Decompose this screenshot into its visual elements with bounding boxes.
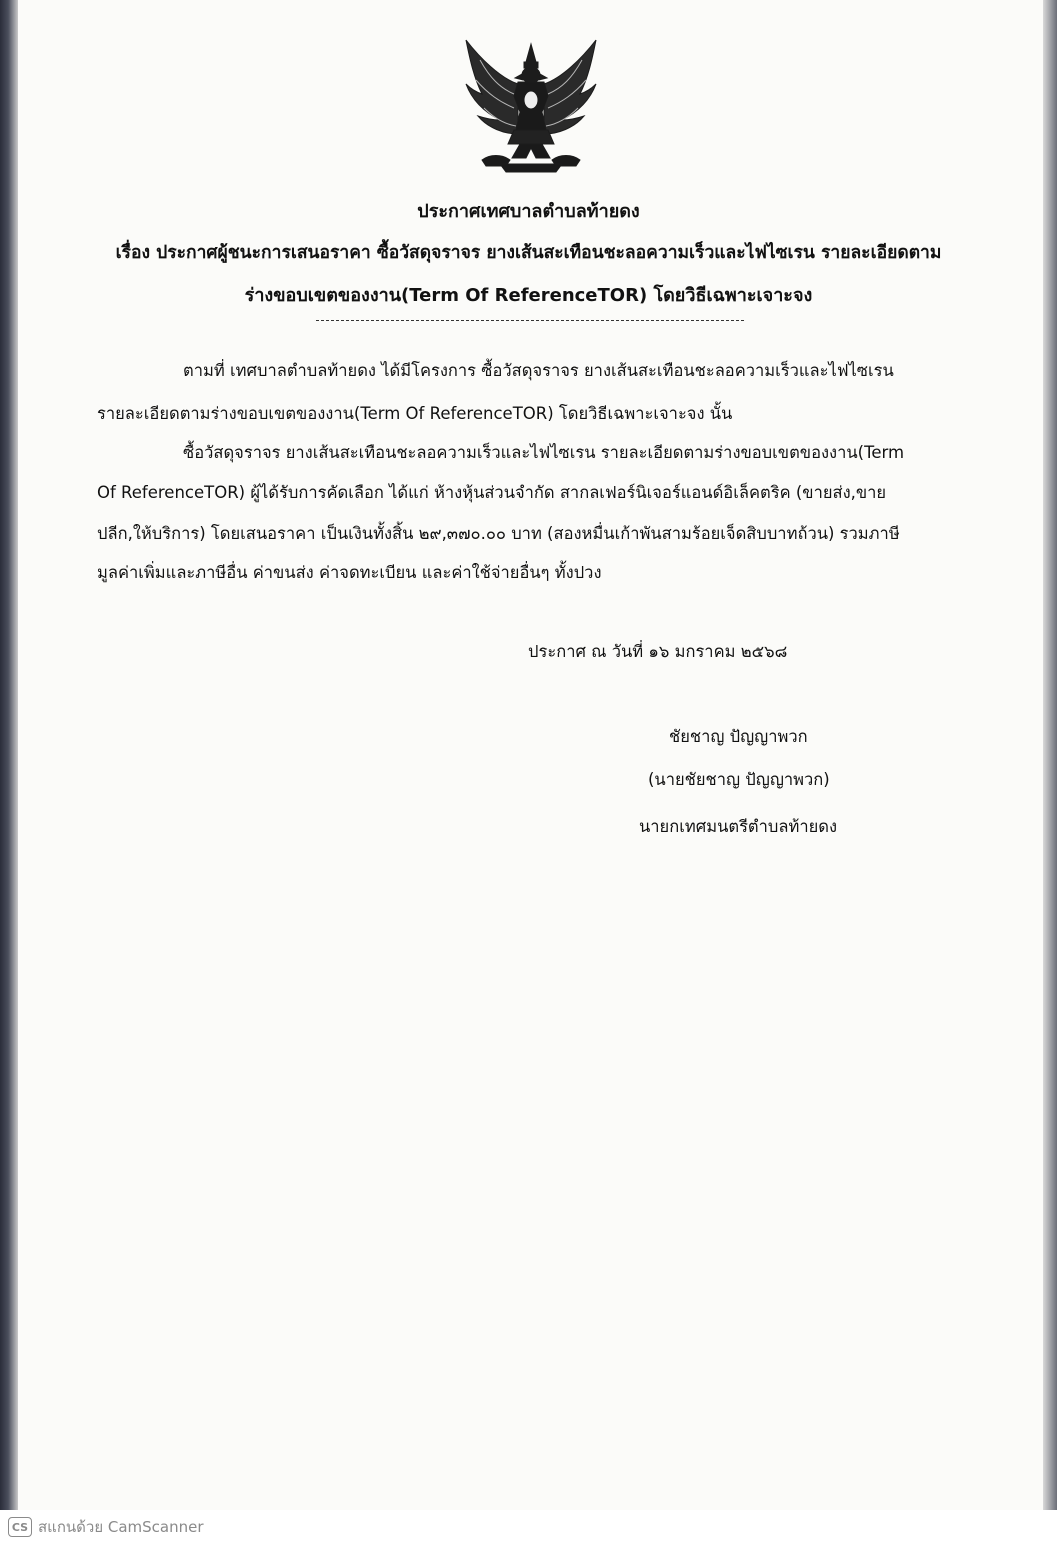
paragraph1-line-2: รายละเอียดตามร่างขอบเขตของงาน(Term Of ReferenceTOR) โดยวิธีเฉพาะเจาะจง นั้น	[97, 404, 733, 423]
paragraph2-line-2: Of ReferenceTOR) ผู้ได้รับการคัดเลือก ได้แก่ ห้างหุ้นส่วนจำกัด สากลเฟอร์นิเจอร์แอนด์อิเล็คตริค (ขายส่ง,ขาย	[97, 483, 887, 502]
signature: ชัยชาญ ปัญญาพวก	[669, 727, 808, 746]
scan-left-shadow	[0, 0, 18, 1510]
garuda-emblem-icon	[460, 38, 602, 178]
camscanner-logo-icon: CS	[8, 1517, 32, 1537]
paragraph2-line-4: มูลค่าเพิ่มและภาษีอื่น ค่าขนส่ง ค่าจดทะเบียน และค่าใช้จ่ายอื่นๆ ทั้งปวง	[97, 563, 602, 582]
scan-right-shadow	[1043, 0, 1057, 1510]
document-subject-line-1: เรื่อง ประกาศผู้ชนะการเสนอราคา ซื้อวัสดุจราจร ยางเส้นสะเทือนชะลอความเร็วและไฟไซเรน รายละเอียดตาม	[115, 243, 942, 263]
announcement-date: ประกาศ ณ วันที่ ๑๖ มกราคม ๒๕๖๘	[528, 642, 788, 661]
camscanner-watermark	[8, 1516, 204, 1538]
paragraph2-line-1: ซื้อวัสดุจราจร ยางเส้นสะเทือนชะลอความเร็วและไฟไซเรน รายละเอียดตามร่างขอบเขตของงาน(Term	[183, 443, 905, 462]
paragraph2-line-3: ปลีก,ให้บริการ) โดยเสนอราคา เป็นเงินทั้งสิ้น ๒๙,๓๗๐.๐๐ บาท (สองหมื่นเก้าพันสามร้อยเจ็ดสิบบาทถ้วน) รวมภาษี	[97, 524, 900, 543]
signer-position: นายกเทศมนตรีตำบลท้ายดง	[639, 817, 838, 836]
document-page	[18, 0, 1043, 1510]
signer-name: (นายชัยชาญ ปัญญาพวก)	[648, 770, 830, 789]
document-subject-line-2: ร่างขอบเขตของงาน(Term Of ReferenceTOR) โดยวิธีเฉพาะเจาะจง	[244, 285, 813, 306]
camscanner-label: สแกนด้วย CamScanner	[38, 1518, 204, 1536]
header-divider	[316, 320, 744, 321]
paragraph1-line-1: ตามที่ เทศบาลตำบลท้ายดง ได้มีโครงการ ซื้อวัสดุจราจร ยางเส้นสะเทือนชะลอความเร็วและไฟไซเรน	[183, 361, 894, 380]
document-organization: ประกาศเทศบาลตำบลท้ายดง	[417, 201, 640, 222]
